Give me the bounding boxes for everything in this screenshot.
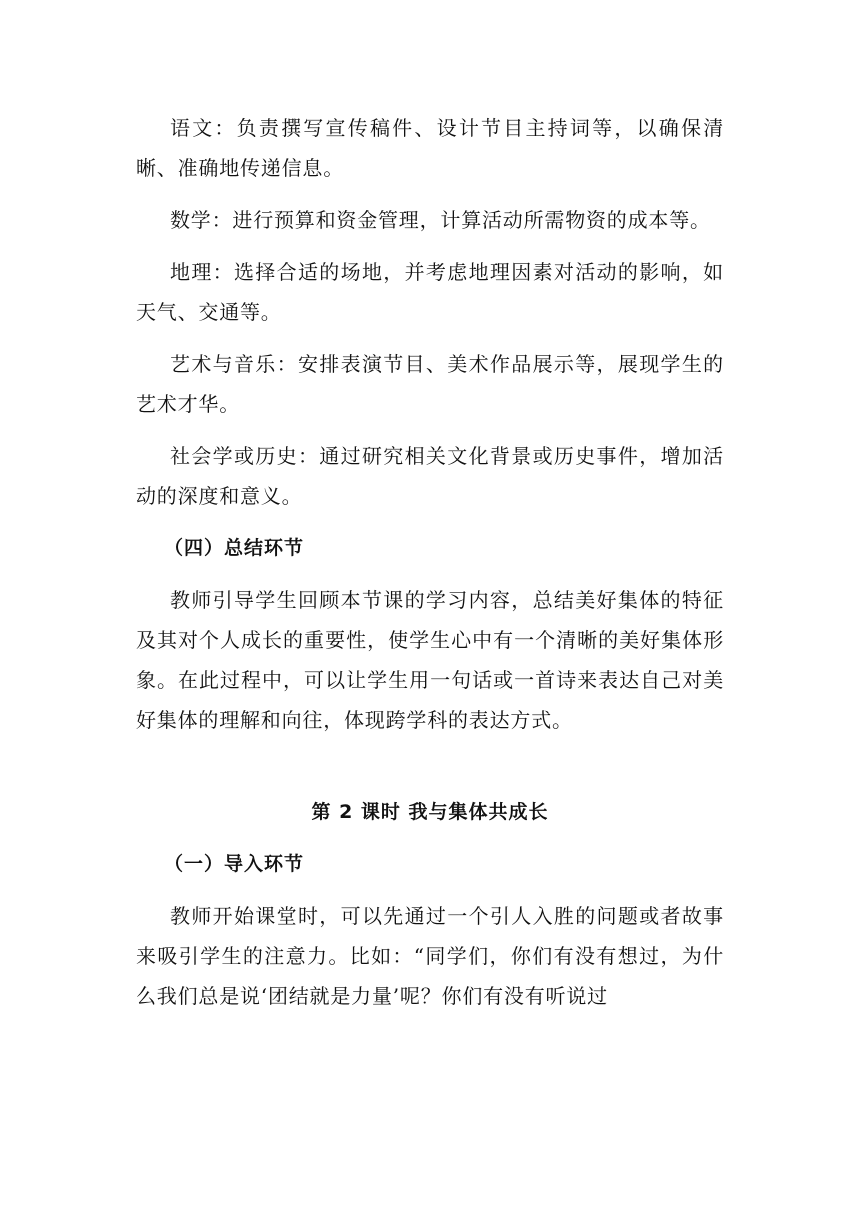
paragraph-art-music: 艺术与音乐：安排表演节目、美术作品展示等，展现学生的艺术才华。 [136,352,724,416]
paragraph-intro: 教师开始课堂时，可以先通过一个引人入胜的问题或者故事来吸引学生的注意力。比如：“同学们，你们有没有想过，为什么我们总是说‘团结就是力量’呢？你们有没有听说过 [136,904,724,1008]
paragraph-math: 数学：进行预算和资金管理，计算活动所需物资的成本等。 [170,208,711,232]
paragraph-geography: 地理：选择合适的场地，并考虑地理因素对活动的影响，如天气、交通等。 [136,260,724,324]
document-page [136,108,724,1028]
lesson-title: 第 2 课时 我与集体共成长 [311,801,549,823]
section-heading-summary: （四）总结环节 [164,537,305,559]
paragraph-summary: 教师引导学生回顾本节课的学习内容，总结美好集体的特征及其对个人成长的重要性，使学生心中有一个清晰的美好集体形象。在此过程中，可以让学生用一句话或一首诗来表达自己对美好集体的理解和向往，体现跨学科的表达方式。 [136,588,724,732]
section-heading-intro: （一）导入环节 [164,853,305,875]
paragraph-chinese: 语文：负责撰写宣传稿件、设计节目主持词等，以确保清晰、准确地传递信息。 [136,116,724,180]
paragraph-sociology-history: 社会学或历史：通过研究相关文化背景或历史事件，增加活动的深度和意义。 [136,444,724,508]
